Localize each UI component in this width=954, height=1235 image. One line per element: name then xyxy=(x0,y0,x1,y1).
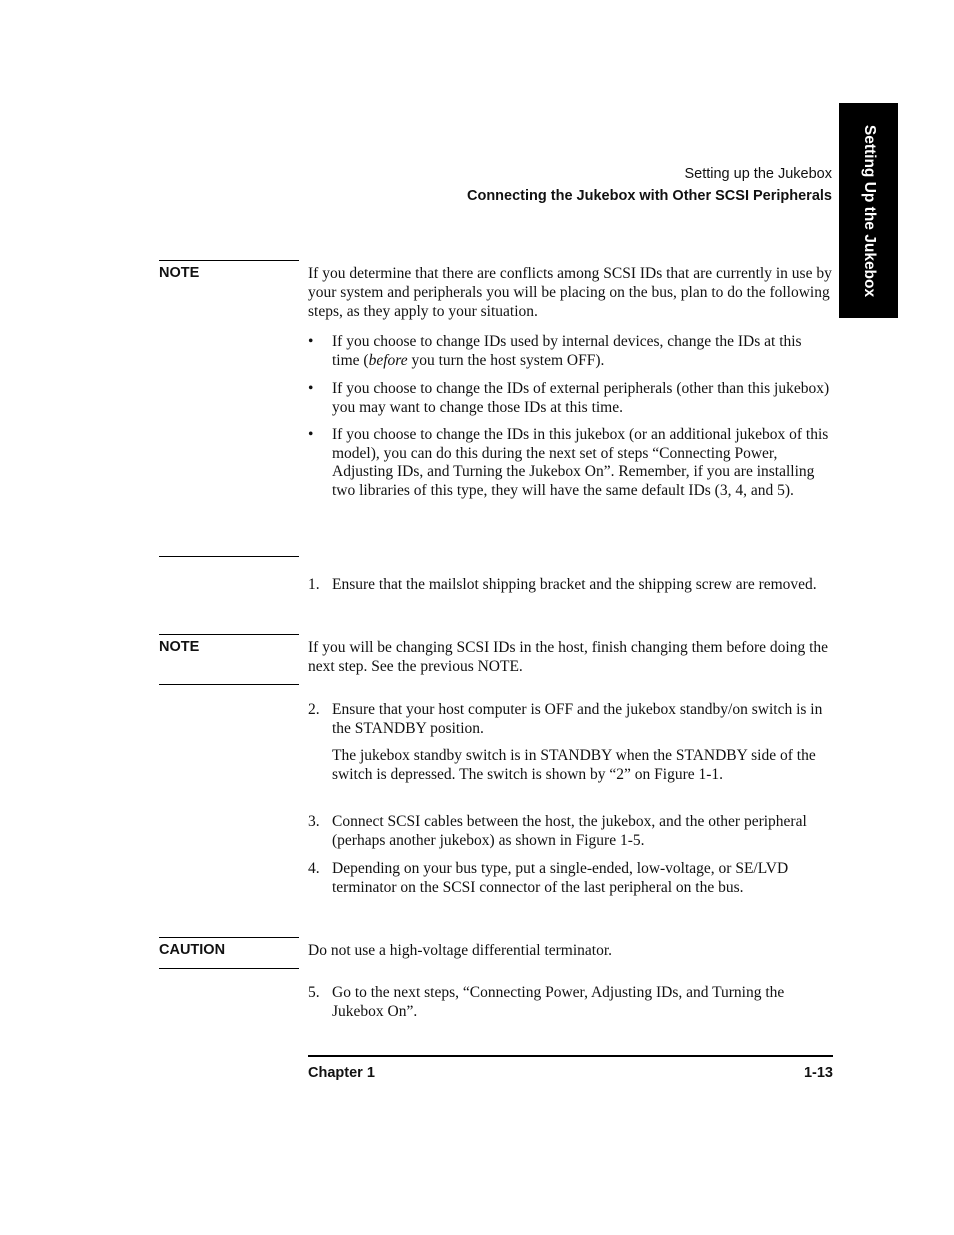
bullet-mark: • xyxy=(308,426,314,443)
footer-chapter: Chapter 1 xyxy=(308,1065,375,1081)
step-text: Go to the next steps, “Connecting Power, Adjusting IDs, and Turning the Jukebox On”. xyxy=(332,984,785,1020)
step-detail xyxy=(308,747,833,784)
note-top-rule xyxy=(159,634,299,635)
bullet-text: If you choose to change the IDs in this jukebox (or an additional jukebox of this model), you can do this during the next set of steps “Connecting Power, Adjusting IDs, and Turning the Jukebox On”. Remember, if you are installing two libraries of this type, they will have the same default IDs (3, 4, and 5). xyxy=(332,426,829,499)
step-number: 3. xyxy=(308,813,320,830)
bullet-text-part: If you choose to change IDs used by internal devices, change the IDs at this time ( xyxy=(332,333,802,369)
step-number: 5. xyxy=(308,984,320,1001)
note-label: NOTE xyxy=(159,265,200,281)
bullet-mark: • xyxy=(308,380,314,397)
bullet-text-part: you turn the host system OFF). xyxy=(407,351,605,369)
bullet-emphasis: before xyxy=(368,351,408,369)
note-label: NOTE xyxy=(159,639,200,655)
note-intro: If you determine that there are conflicts among SCSI IDs that are currently in use by your system and peripherals you will be placing on the bus, plan to do the following steps, as they apply to your situation. xyxy=(308,265,832,320)
step-number: 4. xyxy=(308,860,320,877)
caution-bottom-rule xyxy=(159,968,299,969)
note-bullet xyxy=(308,380,833,417)
note-text: If you will be changing SCSI IDs in the host, finish changing them before doing the next step. See the previous NOTE. xyxy=(308,639,829,675)
step-detail-text: The jukebox standby switch is in STANDBY when the STANDBY side of the switch is depressed. The switch is shown by “2” on Figure 1-1. xyxy=(332,747,816,783)
step-item xyxy=(308,576,833,595)
bullet-text xyxy=(332,333,833,370)
step-text: Depending on your bus type, put a single-ended, low-voltage, or SE/LVD terminator on the SCSI connector of the last peripheral on the bus. xyxy=(332,860,789,896)
bullet-text: If you choose to change the IDs of external peripherals (other than this jukebox) you may want to change those IDs at this time. xyxy=(332,380,830,416)
caution-text: Do not use a high-voltage differential terminator. xyxy=(308,942,613,959)
running-header-subsection: Connecting the Jukebox with Other SCSI Peripherals xyxy=(467,188,832,204)
step-item xyxy=(308,860,833,897)
running-header-section: Setting up the Jukebox xyxy=(684,166,832,182)
step-text: Ensure that the mailslot shipping bracket and the shipping screw are removed. xyxy=(332,576,817,593)
note-bullet xyxy=(308,426,833,500)
side-tab-label: Setting Up the Jukebox xyxy=(860,124,878,297)
note-bullet xyxy=(308,333,833,370)
side-section-tab xyxy=(839,103,898,318)
step-number: 1. xyxy=(308,576,320,593)
step-item xyxy=(308,984,833,1021)
bullet-mark: • xyxy=(308,333,314,350)
caution-label: CAUTION xyxy=(159,942,226,958)
step-text: Ensure that your host computer is OFF and the jukebox standby/on switch is in the STANDBY position. xyxy=(332,701,823,737)
step-item xyxy=(308,813,833,850)
note-bottom-rule xyxy=(159,556,299,557)
step-text: Connect SCSI cables between the host, the jukebox, and the other peripheral (perhaps another jukebox) as shown in Figure 1-5. xyxy=(332,813,807,849)
step-number: 2. xyxy=(308,701,320,718)
footer-rule xyxy=(308,1055,833,1057)
footer-page-number: 1-13 xyxy=(803,1065,833,1081)
note-bottom-rule xyxy=(159,684,299,685)
step-item xyxy=(308,701,833,738)
note-top-rule xyxy=(159,260,299,261)
caution-top-rule xyxy=(159,937,299,938)
